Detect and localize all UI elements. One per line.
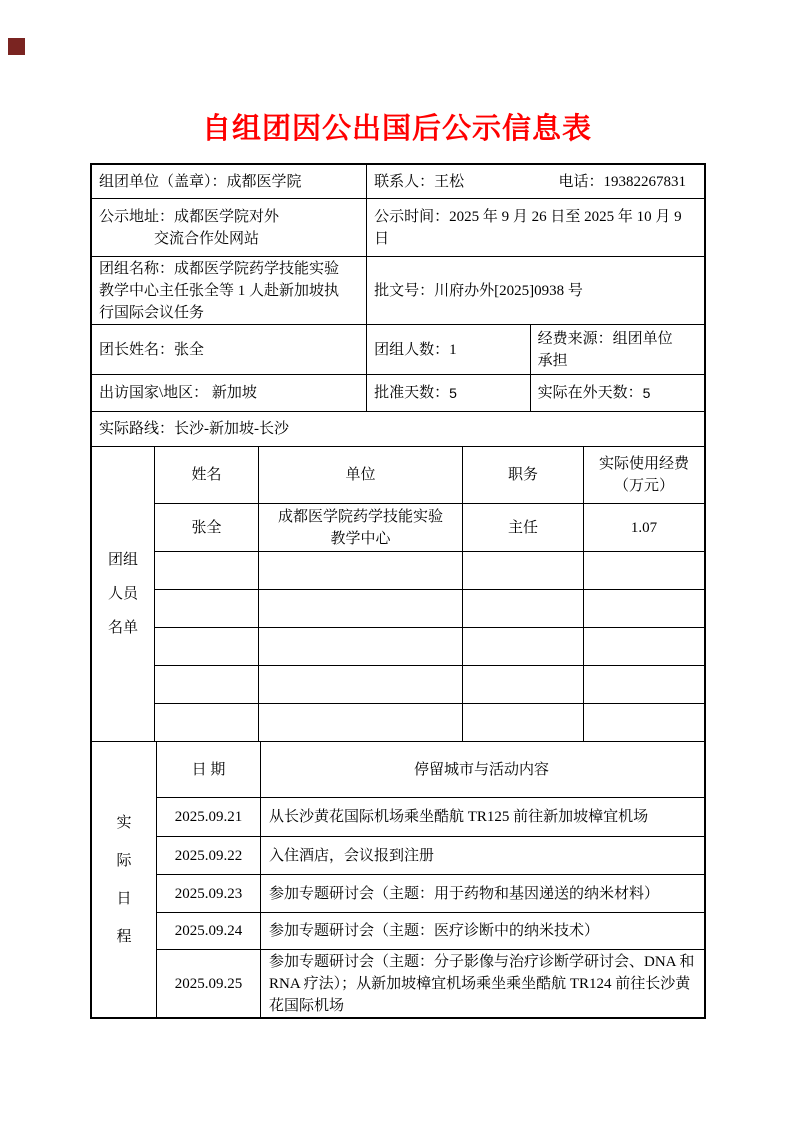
field-countries — [92, 375, 367, 411]
member-position — [463, 504, 584, 551]
field-group-size-text: 团组人数：1 — [374, 341, 457, 358]
row-days — [92, 375, 704, 412]
itinerary-activity-text: 参加专题研讨会（主题：分子影像与治疗诊断学研讨会、DNA 和 RNA 疗法）；从新加坡樟宜机场乘坐乘坐酷航 TR124 前往长沙黄花国际机场 — [269, 953, 695, 1014]
field-actual-days-value: 5 — [642, 385, 651, 401]
itinerary-date-text: 2025.09.22 — [174, 847, 243, 864]
members-header-name-text: 姓名 — [191, 467, 222, 483]
field-contact-phone — [367, 165, 704, 198]
itinerary-date-text: 2025.09.24 — [174, 923, 243, 939]
member-expense-text: 1.07 — [630, 519, 658, 536]
field-phone-text: 电话：19382267831 — [558, 173, 686, 190]
member-name — [155, 504, 259, 551]
field-publicity-time-text: 公示时间：2025 年 9 月 26 日至 2025 年 10 月 9 日 — [374, 208, 682, 247]
member-empty-row — [155, 704, 704, 741]
member-empty-row — [155, 666, 704, 704]
field-group-size — [367, 325, 530, 374]
member-empty-cell — [463, 704, 584, 741]
member-empty-cell — [463, 590, 584, 627]
field-actual-route-text: 实际路线：长沙-新加坡-长沙 — [99, 421, 289, 437]
field-contact-text: 联系人：王松 — [374, 173, 465, 190]
itinerary-activity — [261, 798, 702, 836]
row-group-unit — [92, 165, 704, 199]
itinerary-date — [157, 875, 261, 912]
members-header-unit-text: 单位 — [345, 467, 376, 483]
corner-mark — [8, 38, 25, 55]
member-expense — [584, 504, 704, 551]
members-section — [92, 447, 704, 742]
member-empty-row — [155, 628, 704, 666]
members-header-unit — [259, 447, 463, 503]
row-route — [92, 412, 704, 447]
field-publicity-time — [367, 199, 704, 256]
member-unit-text: 成都医学院药学技能实验教学中心 — [277, 508, 443, 547]
itinerary-activity — [261, 950, 702, 1017]
field-leader-name-text: 团长姓名：张全 — [99, 341, 205, 358]
members-header-expense — [584, 447, 704, 503]
member-empty-cell — [259, 704, 463, 741]
members-table — [155, 447, 704, 741]
itinerary-date-text: 2025.09.23 — [174, 885, 243, 902]
members-header-position-text: 职务 — [507, 467, 538, 483]
itinerary-activity-text: 从长沙黄花国际机场乘坐酷航 TR125 前往新加坡樟宜机场 — [269, 809, 649, 825]
member-empty-cell — [259, 590, 463, 627]
member-empty-cell — [584, 628, 704, 665]
itinerary-activity — [261, 875, 702, 912]
members-header-name — [155, 447, 259, 503]
field-approval-no-text: 批文号：川府办外[2025]0938 号 — [374, 282, 583, 299]
itinerary-activity-text: 参加专题研讨会（主题：医疗诊断中的纳米技术） — [269, 923, 600, 939]
field-publicity-address-text: 公示地址：成都医学院对外交流合作处网站 — [99, 208, 280, 247]
field-funding-source-text: 经费来源：组团单位承担 — [537, 330, 673, 369]
member-empty-cell — [584, 590, 704, 627]
member-empty-cell — [155, 552, 259, 589]
itinerary-header-date — [157, 742, 261, 797]
itinerary-header-row — [157, 742, 704, 798]
field-approved-days-value: 5 — [449, 385, 457, 401]
member-empty-row — [155, 590, 704, 628]
member-empty-cell — [584, 552, 704, 589]
members-section-label — [92, 447, 155, 741]
field-approved-days-label: 批准天数： — [374, 385, 450, 401]
field-group-name — [92, 257, 367, 324]
itinerary-table — [157, 742, 704, 1017]
row-leader — [92, 325, 704, 375]
publicity-form-table — [90, 163, 706, 1019]
member-empty-cell — [463, 628, 584, 665]
field-actual-days-label: 实际在外天数： — [537, 385, 643, 401]
itinerary-header-activity — [261, 742, 702, 797]
itinerary-date-text: 2025.09.25 — [174, 975, 243, 992]
itinerary-row — [157, 913, 704, 950]
member-empty-cell — [259, 628, 463, 665]
member-empty-cell — [584, 666, 704, 703]
page-title: 自组团因公出国后公示信息表 — [201, 113, 592, 145]
field-publicity-address — [92, 199, 367, 256]
field-approval-no — [367, 257, 704, 324]
field-countries-text: 出访国家\地区： 新加坡 — [99, 385, 257, 401]
members-header-row — [155, 447, 704, 504]
member-empty-cell — [155, 590, 259, 627]
itinerary-date — [157, 913, 261, 949]
itinerary-activity — [261, 837, 702, 874]
field-actual-days — [531, 375, 704, 411]
itinerary-section-label — [92, 742, 157, 1017]
member-name-text: 张全 — [191, 519, 222, 536]
members-header-expense-text: 实际使用经费（万元） — [598, 456, 689, 494]
row-group-name — [92, 257, 704, 325]
itinerary-section-label-text: 实际日程 — [116, 814, 132, 945]
itinerary-activity — [261, 913, 702, 949]
member-empty-cell — [584, 704, 704, 741]
member-empty-row — [155, 552, 704, 590]
itinerary-date — [157, 798, 261, 836]
itinerary-date — [157, 837, 261, 874]
member-unit — [259, 504, 463, 551]
field-group-name-text: 团组名称：成都医学院药学技能实验教学中心主任张全等 1 人赴新加坡执行国际会议任务 — [99, 260, 340, 321]
itinerary-date — [157, 950, 261, 1017]
field-funding-source — [531, 325, 704, 374]
members-section-label-text: 团组人员名单 — [107, 552, 138, 636]
member-position-text: 主任 — [507, 519, 538, 536]
field-actual-route — [92, 412, 704, 446]
member-empty-cell — [259, 666, 463, 703]
itinerary-row — [157, 875, 704, 913]
itinerary-row — [157, 950, 704, 1017]
member-empty-cell — [155, 628, 259, 665]
itinerary-header-activity-text: 停留城市与活动内容 — [413, 761, 549, 778]
member-empty-cell — [259, 552, 463, 589]
member-empty-cell — [463, 552, 584, 589]
itinerary-activity-text: 参加专题研讨会（主题：用于药物和基因递送的纳米材料） — [269, 885, 660, 902]
itinerary-activity-text: 入住酒店，会议报到注册 — [269, 847, 435, 864]
field-approved-days — [367, 375, 530, 411]
field-leader-name — [92, 325, 367, 374]
member-row — [155, 504, 704, 552]
member-empty-cell — [463, 666, 584, 703]
itinerary-row — [157, 798, 704, 837]
member-empty-cell — [155, 666, 259, 703]
field-group-unit — [92, 165, 367, 198]
itinerary-section — [92, 742, 704, 1017]
member-empty-cell — [155, 704, 259, 741]
itinerary-header-date-text: 日 期 — [191, 761, 226, 778]
members-header-position — [463, 447, 584, 503]
itinerary-date-text: 2025.09.21 — [174, 809, 243, 825]
field-group-unit-text: 组团单位（盖章）：成都医学院 — [99, 173, 302, 190]
itinerary-row — [157, 837, 704, 875]
row-publicity — [92, 199, 704, 257]
